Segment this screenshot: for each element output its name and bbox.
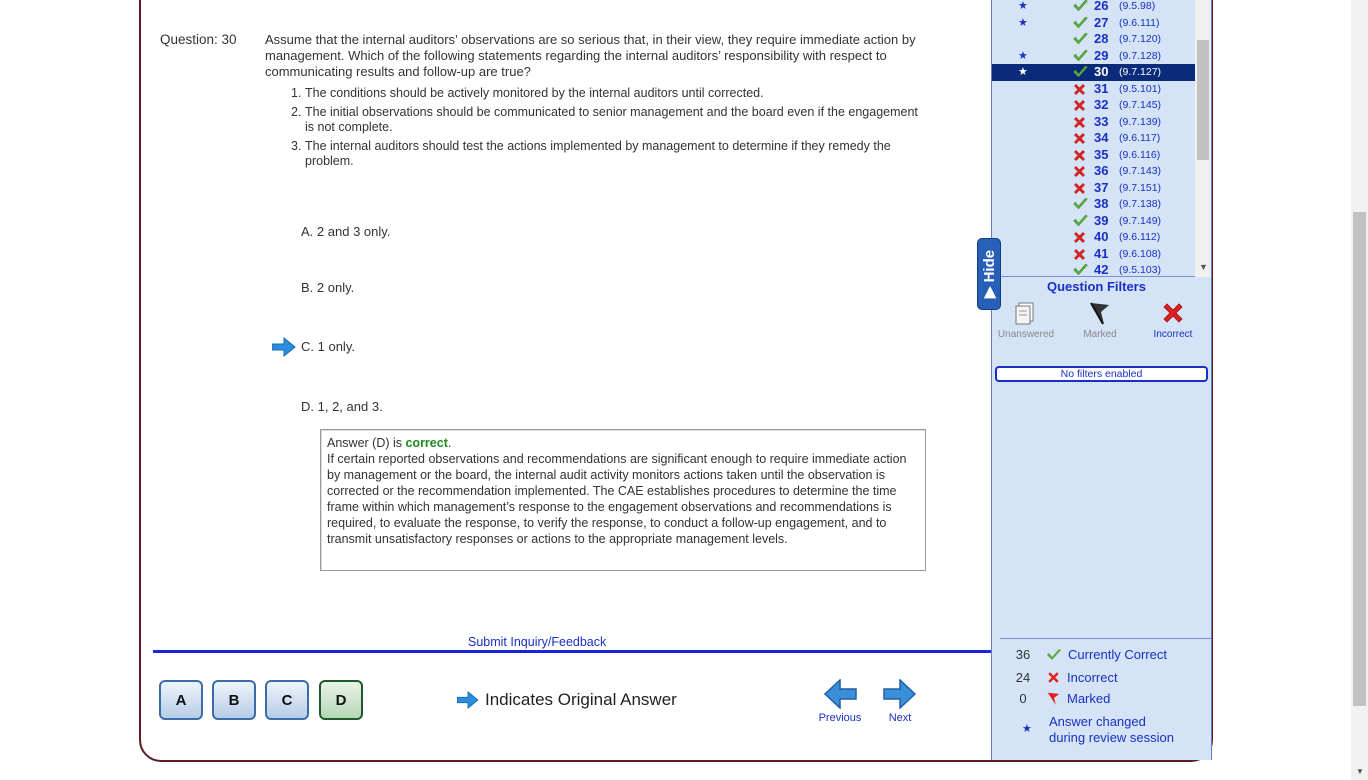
question-number: 31 xyxy=(1094,80,1109,96)
question-row[interactable] xyxy=(992,147,1195,164)
stat-count: 0 xyxy=(1019,691,1027,706)
x-mark-icon xyxy=(1072,131,1087,146)
question-number: 34 xyxy=(1094,130,1109,145)
check-icon xyxy=(1072,49,1089,65)
page-scrollbar[interactable] xyxy=(1351,0,1368,780)
filter-marked[interactable] xyxy=(1075,300,1125,340)
star-icon: ★ xyxy=(1018,49,1028,62)
question-number: 30 xyxy=(1094,64,1109,79)
question-number: 32 xyxy=(1094,97,1109,112)
check-icon xyxy=(1072,197,1089,210)
stat-count: 24 xyxy=(1015,670,1031,685)
choice-letter: C. xyxy=(301,339,314,354)
question-row[interactable] xyxy=(992,213,1195,230)
choice-letter: B. xyxy=(301,280,314,295)
original-answer-arrow-icon xyxy=(272,337,296,362)
question-ref: (9.6.112) xyxy=(1119,231,1161,243)
statement-text: The internal auditors should test the actions implemented by management to determine if they remedy the problem. xyxy=(305,139,891,168)
check-icon xyxy=(1072,263,1089,276)
question-number: 29 xyxy=(1094,47,1109,63)
statement-text: The initial observations should be communicated to senior management and the board even if the engagement is not complete. xyxy=(305,105,918,134)
stat-label: Incorrect xyxy=(1067,670,1118,685)
hide-label: ▶ Hide xyxy=(981,249,998,299)
question-ref: (9.5.98) xyxy=(1119,0,1156,12)
choice-letter: A. xyxy=(301,224,314,239)
question-number: 36 xyxy=(1094,163,1109,178)
arrow-right-icon xyxy=(457,691,479,709)
stats-divider xyxy=(1000,638,1211,639)
question-row[interactable] xyxy=(992,48,1195,65)
question-row[interactable] xyxy=(992,229,1195,246)
stat-count: 36 xyxy=(1015,647,1031,662)
check-icon xyxy=(1072,197,1089,213)
legend-text: Indicates Original Answer xyxy=(485,690,677,709)
question-number: 26 xyxy=(1094,0,1109,13)
question-text: Assume that the internal auditors’ observations are so serious that, in their view, they require immediate action by management. Which of the following statements regarding the internal auditors’ responsibility with respect to communicating results and follow-up are true? xyxy=(265,32,916,79)
question-number: 41 xyxy=(1094,245,1109,261)
question-number: 42 xyxy=(1094,262,1109,277)
statement-2 xyxy=(291,105,921,135)
flag-icon xyxy=(1046,691,1061,706)
answer-explanation xyxy=(320,429,926,571)
page-scrollbar-thumb[interactable] xyxy=(1353,212,1366,706)
stat-changed-line: during review session xyxy=(1049,730,1175,745)
stat-label: Marked xyxy=(1067,691,1111,706)
choice-text: 2 only. xyxy=(316,280,355,295)
statement-number: 2. xyxy=(291,105,302,119)
x-mark-icon xyxy=(1072,115,1087,130)
x-mark-icon xyxy=(1072,148,1087,163)
question-ref: (9.7.151) xyxy=(1119,181,1162,194)
statement-text: The conditions should be actively monitored by the internal auditors until corrected. xyxy=(305,86,764,100)
scroll-down-icon[interactable]: ▼ xyxy=(1199,262,1208,272)
choice-c[interactable] xyxy=(301,339,355,354)
question-row[interactable] xyxy=(992,196,1195,213)
x-mark-icon xyxy=(1046,670,1061,685)
choice-d[interactable] xyxy=(301,399,383,414)
statement-1 xyxy=(291,86,921,101)
question-row[interactable] xyxy=(992,31,1195,48)
answer-button-a[interactable]: A xyxy=(159,680,203,720)
statement-list xyxy=(291,86,921,173)
arrow-right-icon xyxy=(883,679,917,709)
question-row[interactable] xyxy=(992,15,1195,32)
question-row[interactable] xyxy=(992,81,1195,98)
stat-changed xyxy=(1049,714,1174,746)
check-icon xyxy=(1072,32,1089,48)
question-ref: (9.7.120) xyxy=(1119,33,1162,45)
explanation-body: If certain reported observations and recommendations are significant enough to require immediate action by management or the board, the internal audit activity monitors actions taken until the observation is corrected or the recommendation implemented. The CAE establishes procedures to determine the time frame within which management’s response to the engagement observations and recommendations is required, to evaluate the response, to verify the response, to conduct a follow-up engagement, and to transmit unsatisfactory responses or actions to the appropriate management levels. xyxy=(327,452,907,546)
x-mark-icon xyxy=(1072,98,1087,113)
check-icon xyxy=(1072,214,1089,227)
question-ref: (9.7.139) xyxy=(1119,115,1162,128)
x-mark-icon xyxy=(1160,300,1186,326)
flag-icon xyxy=(1087,300,1113,326)
filter-label: Unanswered xyxy=(997,329,1055,340)
question-ref: (9.7.149) xyxy=(1119,214,1162,227)
question-ref: (9.7.127) xyxy=(1119,66,1162,78)
check-icon xyxy=(1046,648,1062,661)
question-ref: (9.5.103) xyxy=(1119,264,1162,276)
x-mark-icon xyxy=(1072,82,1087,97)
x-mark-icon xyxy=(1072,164,1087,179)
question-ref: (9.7.138) xyxy=(1119,198,1162,210)
x-mark-icon xyxy=(1072,181,1087,196)
question-list-scrollbar[interactable] xyxy=(1195,0,1211,277)
question-ref: (9.6.111) xyxy=(1119,16,1160,29)
check-icon xyxy=(1072,16,1089,32)
question-row[interactable] xyxy=(992,180,1195,197)
explanation-header xyxy=(327,435,919,451)
question-row[interactable] xyxy=(992,114,1195,131)
question-row[interactable] xyxy=(992,97,1195,114)
question-ref: (9.7.145) xyxy=(1119,99,1162,111)
explanation-prefix: Answer (D) is xyxy=(327,436,406,450)
star-icon: ★ xyxy=(1018,16,1028,29)
next-button[interactable] xyxy=(880,679,920,724)
question-number: 35 xyxy=(1094,146,1109,162)
question-ref: (9.7.143) xyxy=(1119,165,1162,177)
pages-icon xyxy=(1013,300,1039,326)
question-list xyxy=(992,0,1211,277)
question-ref: (9.6.117) xyxy=(1119,132,1161,144)
filter-label: Incorrect xyxy=(1153,329,1193,340)
question-number: 37 xyxy=(1094,179,1109,195)
original-answer-legend xyxy=(457,690,677,710)
answer-button-b[interactable]: B xyxy=(212,680,256,720)
previous-label: Previous xyxy=(818,712,862,724)
question-number: 33 xyxy=(1094,113,1109,129)
question-ref: (9.6.116) xyxy=(1119,148,1161,161)
question-number: 28 xyxy=(1094,31,1109,46)
question-number: 27 xyxy=(1094,14,1109,30)
x-mark-icon xyxy=(1072,247,1087,262)
check-icon xyxy=(1072,214,1089,230)
stat-label: Currently Correct xyxy=(1068,647,1167,662)
statement-number: 1. xyxy=(291,86,302,100)
question-ref: (9.5.101) xyxy=(1119,82,1162,95)
stat-marked xyxy=(1000,691,1110,706)
next-label: Next xyxy=(888,712,912,724)
check-icon xyxy=(1072,0,1089,15)
question-number: 39 xyxy=(1094,212,1109,228)
stat-changed-line: Answer changed xyxy=(1049,714,1146,729)
divider xyxy=(153,650,992,653)
check-icon xyxy=(1072,32,1089,45)
stat-incorrect xyxy=(1000,670,1118,685)
question-number: 40 xyxy=(1094,229,1109,244)
explanation-suffix: . xyxy=(447,436,452,450)
statement-3 xyxy=(291,139,921,169)
previous-button[interactable] xyxy=(818,679,862,724)
question-ref: (9.6.108) xyxy=(1119,247,1162,260)
scrollbar-thumb[interactable] xyxy=(1197,40,1209,160)
question-label: Question: 30 xyxy=(160,32,237,47)
filter-unanswered[interactable] xyxy=(996,300,1056,340)
check-icon xyxy=(1072,49,1089,62)
check-icon xyxy=(1072,16,1089,29)
check-icon xyxy=(1072,263,1089,277)
question-row[interactable] xyxy=(992,130,1195,147)
choice-letter: D. xyxy=(301,399,314,414)
question-ref: (9.7.128) xyxy=(1119,49,1162,62)
question-number: 38 xyxy=(1094,196,1109,211)
question-row[interactable] xyxy=(992,64,1195,81)
check-icon xyxy=(1072,65,1089,78)
star-icon: ★ xyxy=(1018,0,1028,12)
explanation-verdict: correct xyxy=(405,436,448,450)
arrow-left-icon xyxy=(823,679,857,709)
choice-a[interactable] xyxy=(301,224,390,239)
filter-status: No filters enabled xyxy=(995,366,1208,382)
answer-button-d[interactable]: D xyxy=(319,680,363,720)
choice-b[interactable] xyxy=(301,280,354,295)
choice-text: 1, 2, and 3. xyxy=(317,399,383,414)
x-mark-icon xyxy=(1072,230,1087,245)
star-icon: ★ xyxy=(1018,66,1028,78)
page-scroll-down-icon[interactable]: ▼ xyxy=(1356,767,1364,776)
filter-label: Marked xyxy=(1083,329,1117,340)
question-row[interactable] xyxy=(992,0,1195,15)
question-row[interactable] xyxy=(992,246,1195,263)
statement-number: 3. xyxy=(291,139,302,153)
filters-title: Question Filters xyxy=(1047,279,1146,294)
check-icon xyxy=(1072,0,1089,12)
submit-inquiry-link[interactable]: Submit Inquiry/Feedback xyxy=(468,635,607,649)
question-row[interactable] xyxy=(992,262,1195,277)
choice-text: 2 and 3 only. xyxy=(316,224,391,239)
filter-incorrect[interactable] xyxy=(1147,300,1199,340)
check-icon xyxy=(1072,65,1089,81)
question-row[interactable] xyxy=(992,163,1195,180)
star-icon: ★ xyxy=(1022,723,1032,735)
answer-button-c[interactable]: C xyxy=(265,680,309,720)
choice-text: 1 only. xyxy=(317,339,355,354)
stat-correct xyxy=(1000,647,1167,662)
